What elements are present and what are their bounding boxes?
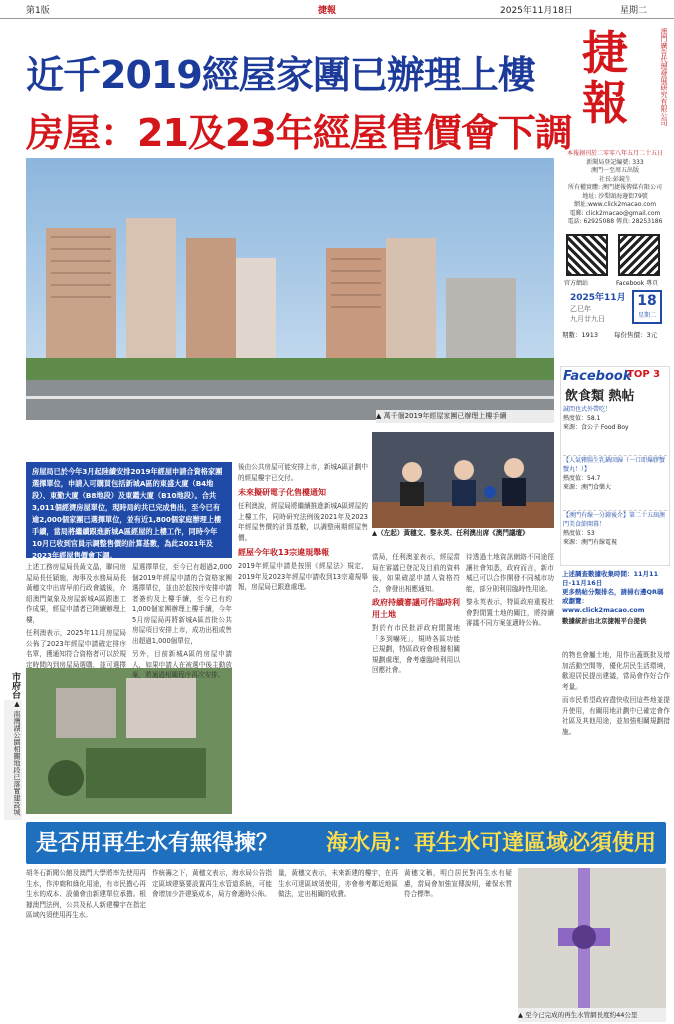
info-line: 電話: 62925088 傳真: 28253186 (567, 218, 663, 225)
weekday: 星期二 (620, 6, 648, 16)
subheading-temporary-land: 政府持續審議可作臨時利用土地 (372, 598, 460, 619)
subheading-violations: 經屋今年收13宗違規舉報 (238, 548, 330, 557)
pipe-photo-caption: ▲ 至今已完成的再生水管網長度約44公里 (518, 1008, 666, 1022)
info-line: 社長:彭鏡生 (598, 175, 632, 183)
paragraph: 待透過土地資訊網絡不同途徑讓社會知悉，政府而言，新市城已可以合作開發不同城市功能，部分則利用臨時性用途。 (466, 553, 554, 593)
top3-badge: TOP 3 (627, 369, 661, 380)
paragraph: 2019年經屋申請是按照《經屋法》規定，2019年及2023年經屋申請收到13宗違規舉報，房屋局已跟進處理。 (238, 562, 368, 591)
top3-item-hot: 熱度值：54.7 (563, 475, 601, 482)
issue-number: 期數：1913 (562, 331, 599, 339)
masthead-logo: 捷報 (582, 26, 628, 130)
issue-date: 2025年11月18日 (500, 6, 573, 16)
bottom-column-2: 作統籌之下，黃穗文表示，海水局公告指定區域建築要設置再生水管道系統，可能會增加少許建築成本，局方會適時公佈。 (152, 869, 272, 898)
lunar-year: 乙巳年 (570, 305, 591, 313)
top3-item[interactable] (563, 456, 667, 511)
article-column-side (562, 650, 670, 817)
issue-day: 18 (637, 293, 657, 309)
masthead (560, 28, 670, 358)
bottom-column-3: 量，黃穗文表示，未來新建的樓宇，在再生水可達區域須使用，亦會參考鄰近地區做法，定出相關的收費。 (278, 869, 398, 898)
top3-subtitle: 飲食類 熱帖 (565, 389, 635, 404)
paragraph: 當局，任利澳並表示，經屋當局在審議已登記及目前的資料後，如果確認申請人資格符合，會發出相應通知。 (372, 553, 460, 593)
panel-photo-caption: ▲（左起）黃穗文、黎永英、任利澳出席《澳門議壇》 (372, 529, 529, 537)
panel-photo (372, 432, 554, 528)
housing-estate-photo (26, 158, 554, 420)
bottom-headline-answer: 海水局：再生水可達區域必須使用 (326, 831, 657, 856)
info-line: 澳門一至周五出版 (590, 167, 639, 174)
issue-month: 2025年11月 (570, 293, 626, 303)
top3-item-title: 【人氣豬腸生乳鍋回歸（一口即爆膠蟹蟹丸！）】 (563, 457, 666, 473)
side-label: 市府台 (10, 672, 20, 699)
info-line: 地址: 沙梨頭海邊街79號 (582, 192, 648, 200)
issue-weekday: 星期二 (637, 312, 656, 319)
paragraph: 的物也會屬土地，用作出蓋既批及增加活動空間等，優化居民生活環境，歡迎居民提出建議，當局會作好合作考量。 (562, 651, 670, 691)
issue-price: 每份售價：3元 (614, 331, 658, 339)
qr-label-facebook: Facebook 專頁 (616, 280, 659, 287)
qr-code-facebook[interactable] (618, 234, 660, 276)
article-column-3 (238, 462, 368, 817)
main-photo-caption: ▲ 萬千個2019年經屋家團已辦理上樓手續 (376, 410, 554, 423)
data-source: 數據統計由北京捷報平台提供 (562, 617, 647, 625)
top3-item-hot: 熱度值：53 (563, 530, 595, 537)
day-box (632, 290, 662, 324)
bottom-headline-question: 是否用再生水有無得揀？ (36, 831, 279, 856)
article-column-4 (372, 552, 460, 817)
paragraph: 屋選擇單位，至今已有超過2,000個2019年經屋申請的合資格家團選擇單位，並由於起按序安排申請者簽約及上樓手續，至今已有約1,000個家團辦理上樓手續，今年5月房屋局再將新城A區首批公共房屋項目安排上市，成功出租或售出超過1,000個單位， (132, 563, 232, 645)
paragraph: 任利澳說，經屋局將繼續推進新城A區經屋的上樓工作，同時研究法例後2021年及2023年經屋售價的計算基數，以調整兩期經屋售價。 (238, 502, 368, 542)
article-column-5 (466, 552, 554, 817)
main-photo (26, 158, 554, 420)
top3-list (563, 405, 667, 561)
qr-label-website: 官方網站 (564, 280, 589, 287)
paragraph: 另外，目前新城A區的房屋申請人，如果申請人在被選中後主動放棄，將通過相關程序再次安排。 (132, 650, 232, 679)
bottom-column-1: 胡冬石新聞公館及澳門大學將率先使用再生水，作沖廁和綠化用途，有市民擔心再生水的成本、設備會由新建單位承擔。根據澳門法例，公共及私人新建樓宇在指定區域內須使用再生水。 (26, 869, 146, 919)
page-number: 第1版 (26, 6, 50, 16)
park-photo-caption: ▲ 南灣湖公園相關地段已落實建設城 (4, 700, 22, 820)
top3-item-title: 誠問也式外帶吃！ (563, 406, 612, 413)
article-column-1 (26, 562, 126, 669)
top3-item-hot: 熱度值：58.1 (563, 415, 601, 422)
paragraph: 任利澳表示，2025年11月房屋局公佈了2023年經屋申請確定排序名單，獲通知符合資格者可以於規定時間內到房屋局選購，並可選擇 (26, 629, 126, 669)
park-photo (26, 668, 232, 814)
paragraph: 後由公共房屋可能安排上市，新城A區計劃中的經屋樓宇已交付。 (238, 463, 368, 482)
article-column-2 (132, 562, 232, 679)
qr-code-website[interactable] (566, 234, 608, 276)
facebook-top3-panel (560, 366, 670, 566)
masthead-info (560, 150, 670, 227)
paragraph: 上述工務房屋局長黃文晶，聯同房屋局長任穎施，海事及水務局局長黃穗文申出席早前行政會議後，介紹澳門氣象及房屋新城A區跟進工作成果，經屋申請者已陸續辦理上樓， (26, 563, 126, 624)
lunar-day: 九月廿九日 (570, 315, 605, 323)
headline-line2: 房屋：21及23年經屋售價會下調 (26, 111, 572, 155)
info-line: 新聞局登記編號: 333 (586, 158, 644, 166)
subheading-electronic: 未來擬研電子化售樓通知 (238, 488, 326, 497)
survey-period: 上述調查數據收集時間：11月11日-11月16日 (562, 570, 659, 587)
website-link[interactable]: www.click2macao.com (562, 606, 645, 614)
headline-line1: 近千2019經屋家團已辦理上樓 (26, 53, 535, 97)
top3-item-source: 來源：澳門有線電視 (563, 539, 618, 546)
top3-item-title: 【澳門有線一分鐘後介】第二十五屆澳門美食節開幕！ (563, 512, 666, 528)
paragraph: 而市民希望政府盡快收回這些地並提升使用，有關用地計劃中已確定會作社區及其他用途，並加強相關規劃措施。 (562, 696, 670, 736)
lead-paragraph: 房屋局已於今年3月起陸續安排2019年經屋申請合資格家團選擇單位，申請入可購買包括新城A區的東盛大廈（B4地段）、東勤大廈（B8地段）及東鑑大廈（B10地段）。合共3,011個經濟房屋單位，現時局約共已完成售出，至今已有逾2,000個家團已選擇單位，並有近1,800個家庭辦理上樓手續，當局將繼續跟進新城A區經屋的上樓工作，同時今年10月已收到官員示調整售價的計算基數，為此2021年及2023年經屋售價會下調。 (26, 462, 232, 558)
masthead-slogan: 澳門廣告代理發展研究有限公司 (660, 28, 668, 126)
info-line: 電郵: click2macao@gmail.com (569, 209, 661, 217)
top3-title: Facebook (563, 369, 632, 384)
info-line: 網址:www.click2macao.com (573, 201, 657, 208)
top-brand: 捷報 (318, 6, 337, 16)
paragraph: 對於有市民批評政府閒置地「多到嚇死」，規時各區功能已規劃，特區政府會根據相關規劃處理，會考慮臨時利用以回應社會。 (372, 624, 460, 674)
top3-item[interactable] (563, 511, 667, 561)
info-line: 所有權實體: 澳門捷報傳媒有限公司 (568, 184, 662, 191)
bottom-column-4: 黃穗文稱，明白居民對再生水有疑慮，當局會加強宣傳說明，確保水質符合標準。 (404, 869, 512, 898)
top3-item-source: 來源：澳門食樂大 (563, 484, 612, 491)
top3-footer (562, 570, 670, 626)
top-bar (0, 0, 674, 19)
recycled-water-pipe-photo (518, 868, 666, 1008)
info-line: 本報創刊於二零零八年五月二十五日 (566, 150, 663, 157)
top3-item-source: 來源：食公子 Food Boy (563, 424, 629, 431)
more-ranking: 更多熱帖分類排名，請掃右邊QR碼或瀏覽： (562, 588, 664, 605)
top3-item[interactable] (563, 405, 667, 456)
paragraph: 黎永英表示，特區政府重視社會對閒置土地的關注，將持續審議不同方案並適時公佈。 (466, 598, 554, 627)
